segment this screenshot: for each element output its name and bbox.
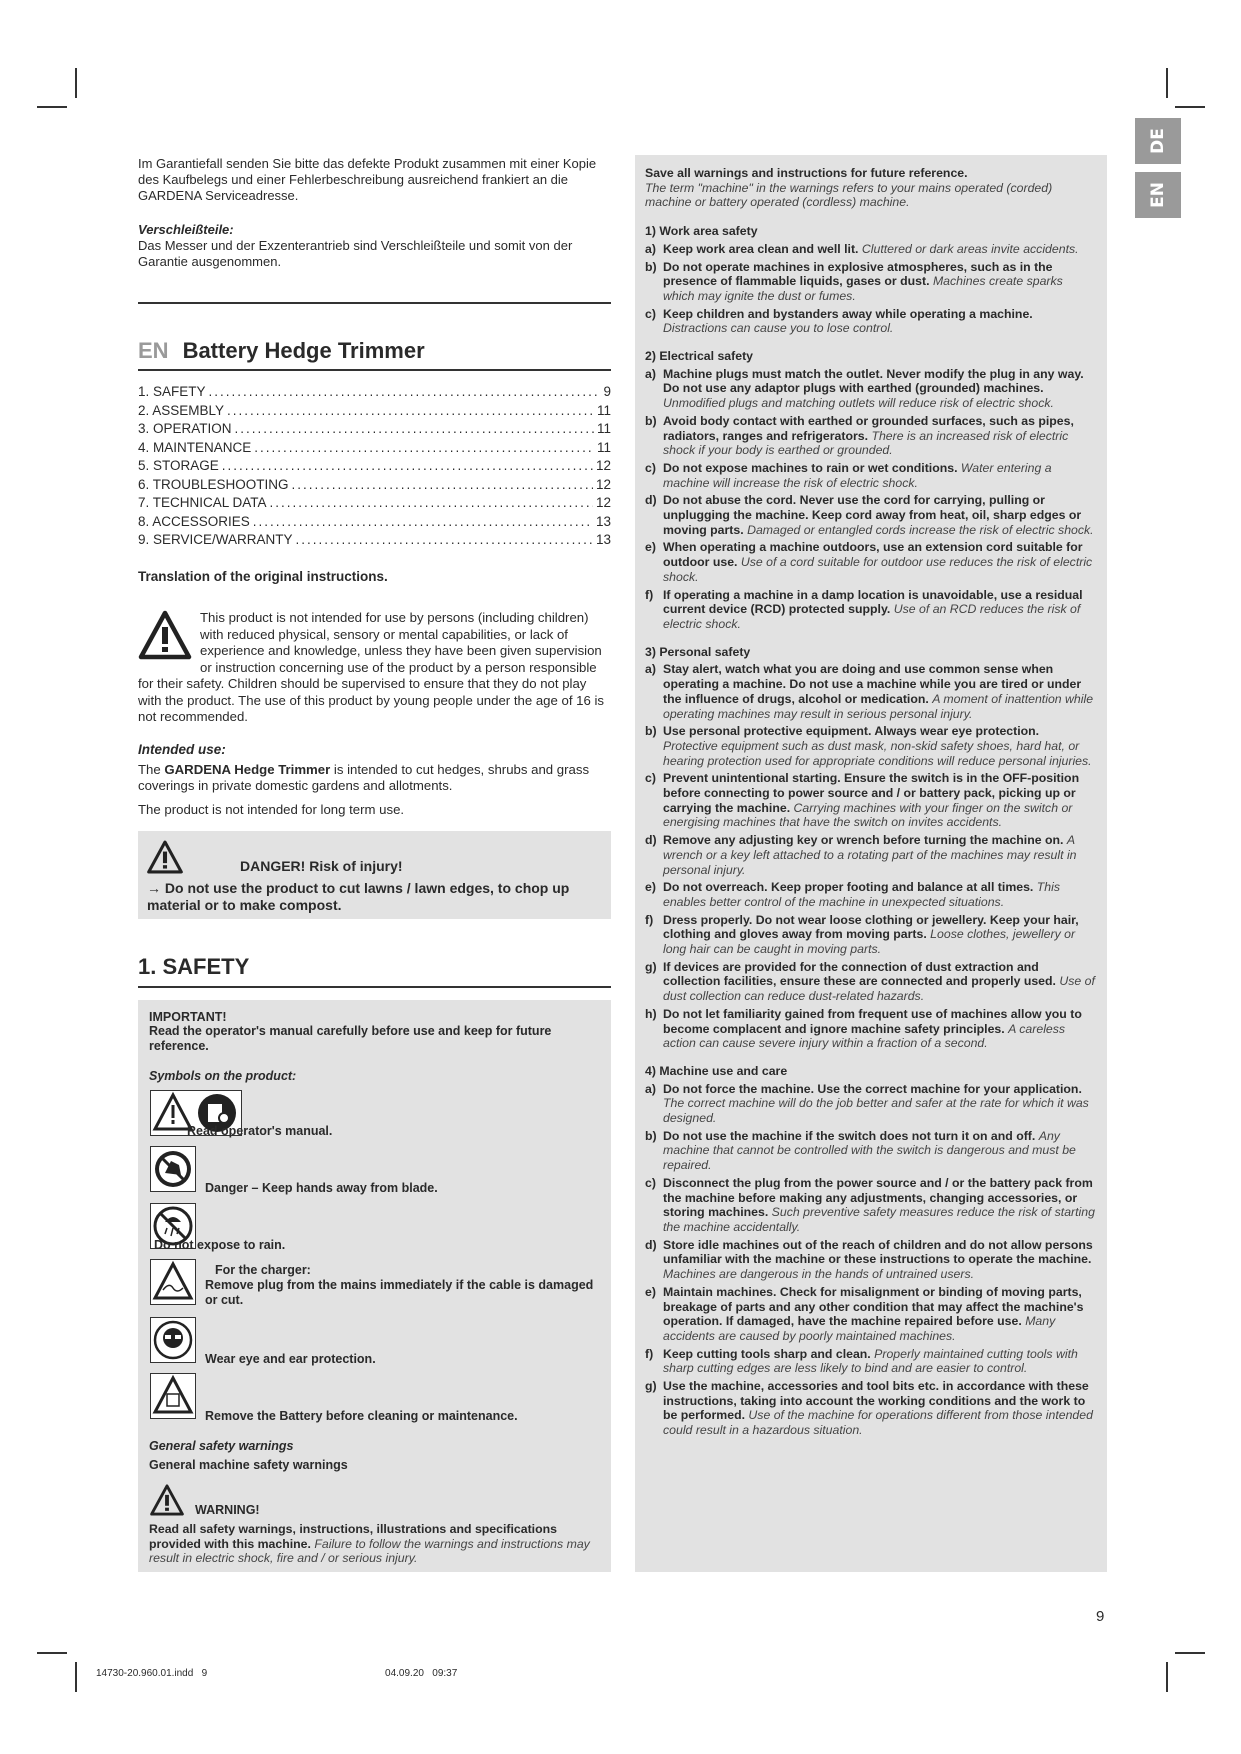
item-letter: e) [645, 880, 656, 895]
safety-item [645, 1129, 1095, 1173]
item-rule: Do not overreach. Keep proper footing and balance at all times. [663, 880, 1034, 895]
toc-leader [235, 420, 594, 439]
table-of-contents [138, 383, 611, 550]
toc-label: 6. TROUBLESHOOTING [138, 476, 289, 492]
crop-mark [1166, 1662, 1168, 1692]
toc-leader [254, 439, 594, 458]
cable-damage-icon [150, 1259, 196, 1305]
safety-item [645, 588, 1095, 632]
toc-label: 8. ACCESSORIES [138, 513, 250, 529]
item-letter: a) [645, 241, 656, 256]
danger-title: DANGER! Risk of injury! [240, 858, 403, 874]
remove-battery-icon [150, 1373, 196, 1419]
safety-item [645, 1347, 1095, 1376]
heading: Battery Hedge Trimmer [182, 338, 425, 363]
item-explanation: Many accidents are caused by poorly maintained machines. [663, 1314, 1056, 1343]
toc-label: 9. SERVICE/WARRANTY [138, 532, 293, 547]
toc-label: 5. STORAGE [138, 458, 219, 473]
item-rule: Do not force the machine. Use the correct machine for your application. [663, 1081, 1082, 1096]
safety-rules [645, 166, 1095, 1451]
intended-use-title: Intended use: [138, 742, 226, 757]
item-letter: f) [645, 1346, 654, 1361]
item-explanation: Loose clothes, jewellery or long hair can be caught in moving parts. [663, 927, 1076, 957]
toc-page: 11 [596, 439, 611, 455]
item-rule: Keep children and bystanders away while operating a machine. [663, 306, 1033, 321]
symbol-label: Read operator's manual. [187, 1124, 333, 1138]
safety-item [645, 461, 1095, 490]
safety-heading: 1. SAFETY [138, 954, 250, 979]
toc-page: 9 [603, 384, 611, 399]
toc-entry[interactable] [138, 439, 611, 458]
item-rule: Do not let familiarity gained from frequent use of machines allow you to become complacent and ignore machine safety principles. [663, 1006, 1082, 1036]
item-explanation: Machines are dangerous in the hands of untrained users. [663, 1267, 975, 1282]
safety-item [645, 493, 1095, 537]
safety-item [645, 242, 1095, 257]
item-rule: Machine plugs must match the outlet. Never modify the plug in any way. Do not use any adaptor plugs with earthed (grounded) machines. [663, 366, 1084, 396]
children-warning-block [138, 610, 611, 726]
symbol-label: Do not expose to rain. [154, 1238, 286, 1252]
safety-item [645, 1007, 1095, 1051]
section-title: 4) Machine use and care [645, 1063, 788, 1078]
symbol-label: Wear eye and ear protection. [205, 1352, 376, 1366]
toc-entry[interactable] [138, 531, 611, 550]
toc-leader [296, 531, 593, 550]
item-explanation: A moment of inattention while operating machines may result in serious personal injury. [663, 691, 1094, 721]
footer-info: 14730-20.960.01.indd 9 04.09.20 09:37 [96, 1668, 458, 1679]
warning-triangle-icon [149, 1484, 185, 1516]
divider [138, 302, 611, 304]
safety-item [645, 367, 1095, 411]
item-explanation: Damaged or entangled cords increase the risk of electric shock. [747, 522, 1094, 537]
item-letter: a) [645, 1081, 656, 1096]
tab-en[interactable]: EN [1135, 172, 1181, 218]
item-letter: c) [645, 1175, 656, 1190]
item-rule: Do not use the machine if the switch does not turn it on and off. [663, 1128, 1036, 1143]
item-rule: When operating a machine outdoors, use an extension cord suitable for outdoor use. [663, 540, 1083, 570]
safety-sections [645, 224, 1095, 1451]
general-safety-sub: General machine safety warnings [149, 1458, 348, 1472]
page-title [138, 338, 611, 364]
toc-entry[interactable] [138, 383, 611, 402]
safety-item [645, 880, 1095, 909]
warning-label: WARNING! [195, 1503, 260, 1517]
item-rule: Dress properly. Do not wear loose clothing or jewellery. Keep your hair, clothing and gloves away from moving parts. [663, 912, 1079, 942]
symbol-label-title: For the charger: [215, 1263, 311, 1277]
toc-entry[interactable] [138, 457, 611, 476]
toc-page: 12 [595, 476, 611, 492]
item-letter: g) [645, 959, 657, 974]
divider [138, 369, 611, 371]
toc-page: 12 [595, 458, 611, 473]
safety-item [645, 1176, 1095, 1235]
toc-entry[interactable] [138, 513, 611, 532]
toc-leader [292, 476, 593, 495]
item-explanation: Any machine that cannot be controlled with the switch is dangerous and must be repaired. [663, 1128, 1076, 1173]
section-title: 1) Work area safety [645, 224, 758, 239]
item-rule: If devices are provided for the connection of dust extraction and collection facilities, ensure these are connected and properly used. [663, 959, 1056, 989]
item-letter: b) [645, 724, 657, 739]
item-letter: c) [645, 306, 656, 321]
crop-mark [37, 106, 67, 108]
item-letter: g) [645, 1379, 657, 1394]
toc-leader [227, 402, 594, 421]
toc-label: 2. ASSEMBLY [138, 402, 225, 418]
toc-page: 13 [595, 532, 611, 547]
item-rule: Disconnect the plug from the power source and / or the battery pack from the machine before making any adjustments, changing accessories, or storing machines. [663, 1175, 1093, 1220]
item-explanation: Unmodified plugs and matching outlets will reduce risk of electric shock. [663, 396, 1054, 411]
item-letter: b) [645, 413, 657, 428]
crop-mark [37, 1652, 67, 1654]
wear-parts-title: Verschleißteile: [138, 222, 234, 237]
tab-de[interactable]: DE [1135, 118, 1181, 164]
item-rule: Maintain machines. Check for misalignment or binding of moving parts, breakage of parts and any other condition that may affect the machine's operation. If damaged, have the machine repaired before use. [663, 1284, 1084, 1329]
item-letter: a) [645, 366, 656, 381]
hands-away-icon [150, 1146, 196, 1192]
crop-mark [75, 68, 77, 98]
symbol-label: Remove the Battery before cleaning or maintenance. [205, 1409, 518, 1423]
page-number: 9 [1096, 1608, 1105, 1625]
item-explanation: Such preventive safety measures reduce the risk of starting the machine accidentally. [663, 1205, 1095, 1234]
safety-item [645, 960, 1095, 1004]
save-warnings-note: The term "machine" in the warnings refers to your mains operated (corded) machine or battery operated (cordless) machine. [645, 180, 1053, 210]
divider [138, 986, 611, 988]
section-title: 3) Personal safety [645, 644, 751, 659]
safety-item [645, 1238, 1095, 1282]
symbol-label: Remove plug from the mains immediately if the cable is damaged or cut. [205, 1278, 594, 1307]
toc-label: 7. TECHNICAL DATA [138, 495, 267, 510]
toc-page: 11 [596, 402, 611, 418]
item-letter: b) [645, 259, 657, 274]
guarantee-text: Im Garantiefall senden Sie bitte das defekte Produkt zusammen mit einer Kopie des Kaufbelegs und einer Fehlerbeschreibung ausreichend frankiert an die GARDENA Serviceadresse. [138, 156, 597, 203]
item-explanation: There is an increased risk of electric shock if your body is earthed or grounded. [663, 428, 1069, 458]
symbol-label: Danger – Keep hands away from blade. [205, 1181, 438, 1195]
safety-item [645, 662, 1095, 721]
toc-entry[interactable] [138, 420, 611, 439]
item-explanation: Use of a cord suitable for outdoor use reduces the risk of electric shock. [663, 555, 1093, 584]
crop-mark [75, 1662, 77, 1692]
item-explanation: The correct machine will do the job better and safer at the rate for which it was designed. [663, 1096, 1089, 1126]
crop-mark [1166, 68, 1168, 98]
toc-page: 11 [596, 421, 611, 436]
long-term-note: The product is not intended for long term use. [138, 802, 405, 817]
translation-note: Translation of the original instructions. [138, 569, 388, 584]
item-rule: Use personal protective equipment. Always wear eye protection. [663, 724, 1040, 739]
toc-entry[interactable] [138, 494, 611, 513]
danger-text: → Do not use the product to cut lawns / lawn edges, to chop up material or to make compost. [147, 880, 570, 913]
crop-mark [1175, 1652, 1205, 1654]
item-rule: Remove any adjusting key or wrench before turning the machine on. [663, 833, 1064, 848]
item-explanation: Water entering a machine will increase the risk of electric shock. [663, 460, 1052, 490]
important-text: Read the operator's manual carefully before use and keep for future reference. [149, 1024, 552, 1053]
item-explanation: Carrying machines with your finger on the switch or energising machines that have the switch on invites accidents. [663, 800, 1073, 830]
save-warnings-title: Save all warnings and instructions for future reference. [645, 166, 968, 180]
warning-text: Read all safety warnings, instructions, illustrations and specifications provided with this machine. Failure to follow the warnings and instructions may result in electric shock, fire and / or serious injury. [149, 1522, 590, 1565]
section-title: 2) Electrical safety [645, 349, 754, 364]
item-rule: Avoid body contact with earthed or grounded surfaces, such as pipes, radiators, ranges and refrigerators. [663, 413, 1074, 443]
intended-use-text: The GARDENA Hedge Trimmer is intended to cut hedges, shrubs and grass coverings in private domestic gardens and allotments. [138, 762, 590, 793]
item-explanation: Distractions can cause you to lose control. [663, 321, 894, 336]
item-explanation: A careless action can cause severe injury within a fraction of a second. [663, 1021, 1066, 1051]
item-explanation: Cluttered or dark areas invite accidents. [861, 241, 1079, 256]
item-letter: h) [645, 1006, 657, 1021]
safety-item [645, 1379, 1095, 1438]
children-warning-text: This product is not intended for use by persons (including children) with reduced physical, sensory or mental capabilities, or lack of experience and knowledge, unless they have been given supervision or instruction concerning use of the product by a person responsible for their safety. Children should be supervised to ensure that they do not play with the product. The use of this product by young people under the age of 16 is not recommended. [138, 610, 605, 724]
safety-item [645, 833, 1095, 877]
item-letter: e) [645, 540, 656, 555]
item-letter: a) [645, 662, 656, 677]
item-letter: d) [645, 1237, 657, 1252]
item-letter: c) [645, 771, 656, 786]
symbols-title: Symbols on the product: [149, 1069, 297, 1083]
toc-leader [270, 494, 593, 513]
toc-label: 1. SAFETY [138, 384, 206, 399]
item-letter: d) [645, 493, 657, 508]
item-letter: d) [645, 833, 657, 848]
toc-label: 4. MAINTENANCE [138, 439, 252, 455]
toc-entry[interactable] [138, 476, 611, 495]
toc-page: 13 [595, 513, 611, 529]
warning-triangle-icon [138, 610, 192, 660]
safety-item [645, 771, 1095, 830]
toc-leader [253, 513, 593, 532]
item-explanation: A wrench or a key left attached to a rotating part of the machines may result in personal injury. [663, 833, 1077, 877]
item-rule: Do not abuse the cord. Never use the cord for carrying, pulling or unplugging the machine. Keep cord away from heat, oil, sharp edges or moving parts. [663, 493, 1082, 537]
item-letter: f) [645, 912, 654, 927]
eye-ear-protection-icon [150, 1317, 196, 1363]
item-rule: Keep cutting tools sharp and clean. [663, 1346, 871, 1361]
item-rule: Do not expose machines to rain or wet conditions. [663, 460, 958, 475]
safety-item [645, 540, 1095, 584]
item-rule: Do not operate machines in explosive atmospheres, such as in the presence of flammable liquids, gases or dust. [663, 259, 1053, 289]
important-title: IMPORTANT! [149, 1010, 227, 1024]
toc-leader [222, 457, 593, 476]
toc-page: 12 [595, 495, 611, 510]
item-rule: Prevent unintentional starting. Ensure the switch is in the OFF-position before connecting to power source and / or battery pack, picking up or carrying the machine. [663, 771, 1080, 815]
wear-parts-text: Das Messer und der Exzenterantrieb sind Verschleißteile und somit von der Garantie ausgenommen. [138, 238, 573, 269]
safety-item [645, 307, 1095, 336]
item-explanation: This enables better control of the machine in unexpected situations. [663, 880, 1061, 909]
safety-item [645, 260, 1095, 304]
general-safety-title: General safety warnings [149, 1439, 294, 1453]
item-letter: c) [645, 460, 656, 475]
item-letter: f) [645, 587, 654, 602]
item-explanation: Use of an RCD reduces the risk of electric shock. [663, 602, 1081, 631]
item-explanation: Machines create sparks which may ignite the dust or fumes. [663, 274, 1063, 303]
item-rule: Store idle machines out of the reach of children and do not allow persons unfamiliar with the machine or these instructions to operate the machine. [663, 1237, 1093, 1267]
item-rule: Use the machine, accessories and tool bits etc. in accordance with these instructions, taking into account the working conditions and the work to be performed. [663, 1379, 1089, 1423]
toc-label: 3. OPERATION [138, 421, 232, 436]
warning-triangle-icon [146, 840, 184, 874]
crop-mark [1175, 106, 1205, 108]
item-rule: Keep work area clean and well lit. [663, 241, 859, 256]
item-explanation: Protective equipment such as dust mask, non-skid safety shoes, hard hat, or hearing protection used for appropriate conditions will reduce personal injuries. [663, 738, 1092, 768]
toc-entry[interactable] [138, 402, 611, 421]
item-rule: If operating a machine in a damp location is unavoidable, use a residual current device (RCD) protected supply. [663, 587, 1083, 617]
item-explanation: Use of dust collection can reduce dust-related hazards. [663, 974, 1095, 1004]
safety-item [645, 1285, 1095, 1344]
item-explanation: Use of the machine for operations different from those intended could result in a hazardous situation. [663, 1408, 1093, 1438]
safety-item [645, 1082, 1095, 1126]
item-letter: b) [645, 1128, 657, 1143]
safety-item [645, 724, 1095, 768]
safety-item [645, 913, 1095, 957]
item-letter: e) [645, 1284, 656, 1299]
item-rule: Stay alert, watch what you are doing and use common sense when operating a machine. Do not use a machine while you are tired or under the influence of drugs, alcohol or medication. [663, 662, 1082, 706]
lang-code: EN [138, 338, 169, 363]
safety-item [645, 414, 1095, 458]
item-explanation: Properly maintained cutting tools with sharp cutting edges are less likely to bind and are easier to control. [663, 1346, 1078, 1376]
toc-leader [209, 383, 601, 402]
